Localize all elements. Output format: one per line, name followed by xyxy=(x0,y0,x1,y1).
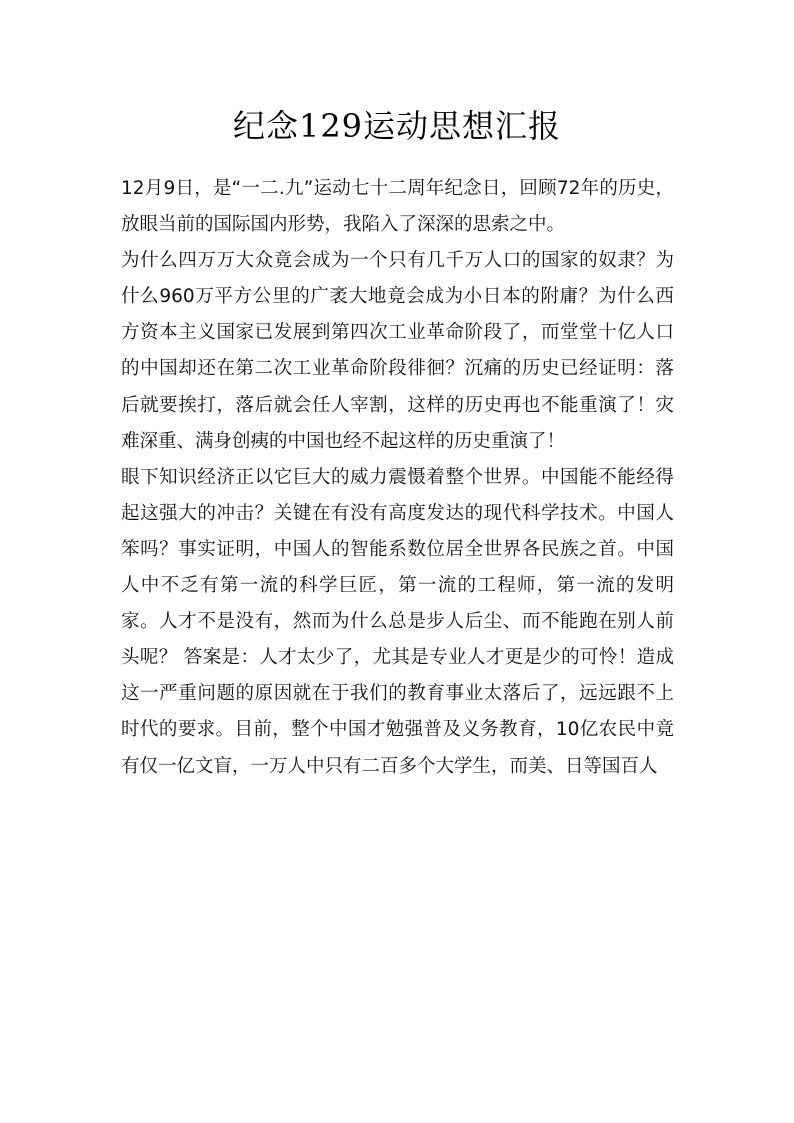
document-title: 纪念129运动思想汇报 xyxy=(232,107,562,145)
paragraph-1: 12月9日，是“一二.九”运动七十二周年纪念日，回顾72年的历史，放眼当前的国际国内形势，我陷入了深深的思索之中。 xyxy=(121,178,674,236)
document-body xyxy=(121,171,674,785)
paragraph-2: 为什么四万万大众竟会成为一个只有几千万人口的国家的奴隶？为什么960万平方公里的广袤大地竟会成为小日本的附庸？为什么西方资本主义国家已发展到第四次工业革命阶段了，而堂堂十亿人口的中国却还在第二次工业革命阶段徘徊？沉痛的历史已经证明：落后就要挨打，落后就会任人宰割，这样的历史再也不能重演了！灾难深重、满身创痍的中国也经不起这样的历史重演了！ xyxy=(121,250,674,452)
paragraph-3: 眼下知识经济正以它巨大的威力震慑着整个世界。中国能不能经得起这强大的冲击？关键在有没有高度发达的现代科学技术。中国人笨吗？事实证明，中国人的智能系数位居全世界各民族之首。中国人中不乏有第一流的科学巨匠，第一流的工程师，第一流的发明家。人才不是没有，然而为什么总是步人后尘、而不能跑在别人前头呢？ 答案是：人才太少了，尤其是专业人才更是少的可怜！造成这一严重问题的原因就在于我们的教育事业太落后了，远远跟不上时代的要求。目前，整个中国才勉强普及义务教育，10亿农民中竟有仅一亿文盲，一万人中只有二百多个大学生，而美、日等国百人 xyxy=(121,466,674,777)
